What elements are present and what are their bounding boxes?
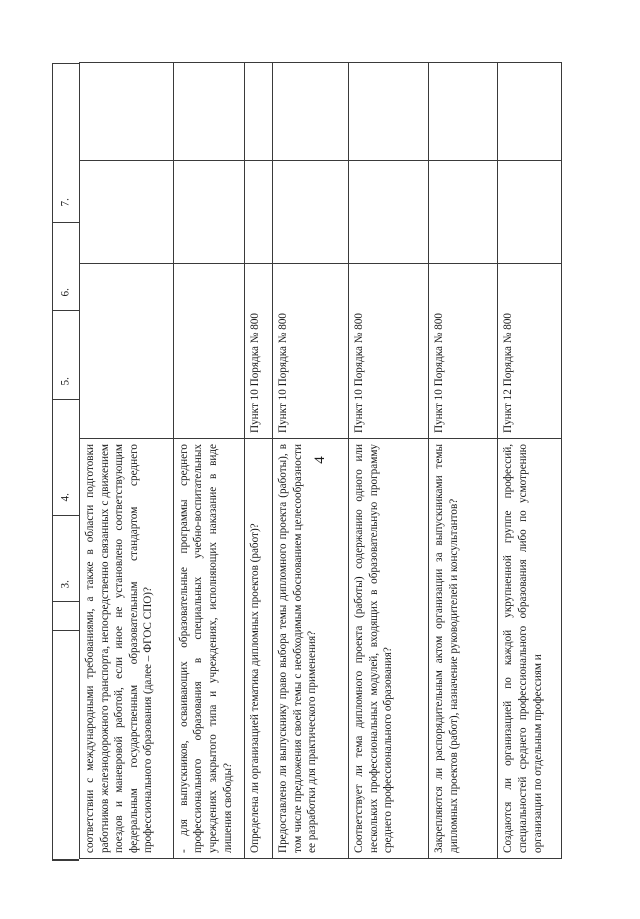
empty-cell (272, 161, 348, 264)
question-cell: соответствии с международными требованиями, а также в области подготовки работников железнодорожного транспорта, непосредственно связанных с движением поездов и маневровой работой, если иное не установлено соответствующим федеральным государственным образовательным стандартом среднего профессионального образования (далее – ФГОС СПО)? (80, 439, 174, 859)
empty-cell (429, 63, 498, 161)
page-number: 4 (312, 456, 328, 464)
empty-cell (173, 63, 244, 161)
row-number: 5. (59, 377, 72, 386)
question-cell: Определена ли организацией тематика дипломных проектов (работ)? (244, 439, 272, 859)
empty-cell (173, 161, 244, 264)
empty-cell (349, 161, 429, 264)
number-strip (52, 63, 79, 860)
row-number: 6. (59, 288, 72, 297)
question-cell: Создаются ли организацией по каждой укрупненной группе профессий, специальностей среднего профессионального образования либо по усмотрению организации по отдельным профессиям и (498, 439, 562, 859)
empty-cell (498, 161, 562, 264)
checklist-table (79, 62, 562, 859)
empty-cell (244, 161, 272, 264)
question-cell: Предоставлено ли выпускнику право выбора темы дипломного проекта (работы), в том числе предложения своей темы с необходимым обоснованием целесообразности ее разработки для практического применения? (272, 439, 348, 859)
table-row (173, 63, 244, 859)
row-number: 3. (59, 580, 72, 589)
empty-cell (349, 63, 429, 161)
row-number: 7. (59, 198, 72, 207)
question-cell: Соответствует ли тема дипломного проекта (работы) содержанию одного или нескольких профессиональных модулей, входящих в образовательную программу среднего профессионального образования? (349, 439, 429, 859)
reference-cell (80, 264, 174, 439)
question-cell: Закрепляются ли распорядительным актом организации за выпускниками темы дипломных проектов (работ), назначение руководителей и консультантов? (429, 439, 498, 859)
table-row (498, 63, 562, 859)
table-row (272, 63, 348, 859)
empty-cell (429, 161, 498, 264)
empty-cell (272, 63, 348, 161)
reference-cell: Пункт 12 Порядка № 800 (498, 264, 562, 439)
table-row (429, 63, 498, 859)
table-row (244, 63, 272, 859)
table-row (349, 63, 429, 859)
rotated-table-container (79, 63, 562, 859)
question-cell: - для выпускников, осваивающих образовательные программы среднего профессионального образования в специальных учебно-воспитательных учреждениях закрытого типа и учреждениях, исполняющих наказание в виде лишения свободы? (173, 439, 244, 859)
empty-cell (244, 63, 272, 161)
reference-cell (173, 264, 244, 439)
reference-cell: Пункт 10 Порядка № 800 (349, 264, 429, 439)
empty-cell (80, 63, 174, 161)
reference-cell: Пункт 10 Порядка № 800 (272, 264, 348, 439)
reference-cell: Пункт 10 Порядка № 800 (429, 264, 498, 439)
empty-cell (80, 161, 174, 264)
empty-cell (498, 63, 562, 161)
table-row (80, 63, 174, 859)
reference-cell: Пункт 10 Порядка № 800 (244, 264, 272, 439)
row-number: 4. (59, 493, 72, 502)
